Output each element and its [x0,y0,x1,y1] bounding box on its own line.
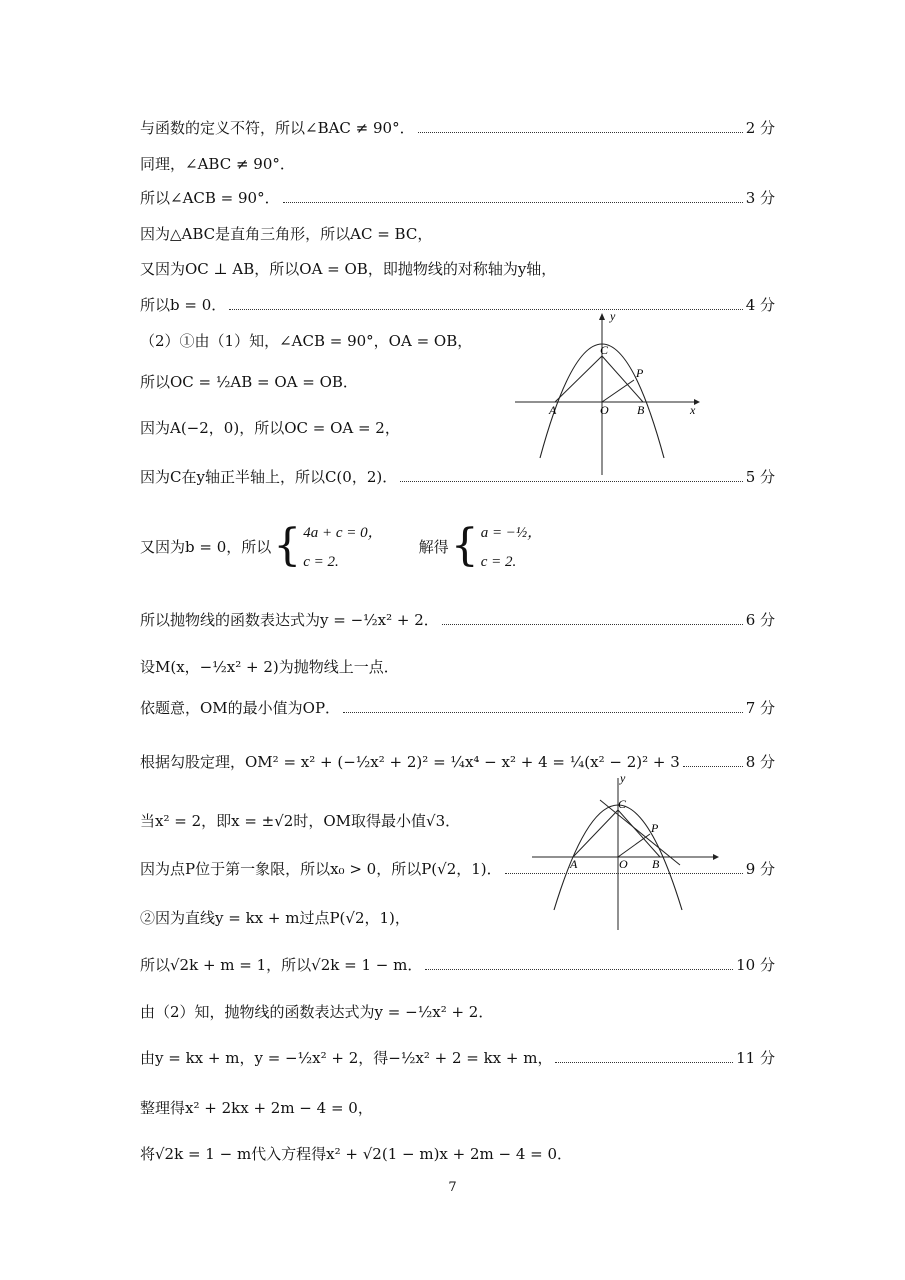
x-axis-arrow [713,854,719,860]
line-12: 所以抛物线的函数表达式为y = −½x² + 2． 6 分 [140,610,775,629]
line-23: 将√2k = 1 − m代入方程得x² + √2(1 − m)x + 2m − 4 = 0． [140,1144,573,1163]
line-7: （2）①由（1）知，∠ACB = 90°，OA = OB， [140,331,473,350]
label-p: P [636,366,644,380]
label-x: x [690,403,696,417]
label-c: C [600,343,609,357]
line-22: 整理得x² + 2kx + 2m − 4 = 0， [140,1098,373,1117]
left-brace-1: { [273,520,302,571]
label-b: B [652,857,660,871]
equation-system-2: a = −½， c = 2. [480,525,543,570]
segment-op [602,380,634,402]
y-axis-arrow [599,313,605,320]
label-a: A [570,857,578,871]
line-15: 根据勾股定理，OM² = x² + (−½x² + 2)² = ¼x⁴ − x² + 4 = ¼(x² − 2)² + 3 8 分 [140,752,775,771]
page-number: 7 [448,1180,457,1195]
line-13: 设M(x，−½x² + 2)为抛物线上一点． [140,657,399,676]
label-y: y [610,310,616,323]
label-y: y [620,771,626,785]
line-11-system: 又因为b = 0，所以 { 4a + c = 0， c = 2. 解得 { a = −½， c = 2. [140,520,543,571]
line-9: 因为A(−2，0)，所以OC = OA = 2， [140,418,400,437]
equation-system-1: 4a + c = 0， c = 2. [303,525,383,570]
line-16: 当x² = 2，即x = ±√2时，OM取得最小值√3． [140,811,461,830]
segment-ca [555,356,602,402]
line-3: 所以∠ACB = 90°． 3 分 [140,188,775,207]
line-6: 所以b = 0． 4 分 [140,295,775,314]
label-o: O [619,857,628,871]
line-4: 因为△ABC是直角三角形，所以AC = BC， [140,224,433,243]
line-8: 所以OC = ½AB = OA = OB． [140,372,358,391]
line-21: 由y = kx + m，y = −½x² + 2，得−½x² + 2 = kx + m， 11 分 [140,1048,775,1067]
line-1: 与函数的定义不符，所以∠BAC ≠ 90°． 2 分 [140,118,775,137]
segment-ca [573,810,618,857]
label-p: P [651,821,659,835]
parabola-figure-2 [530,770,725,935]
label-o: O [600,403,609,417]
line-2: 同理，∠ABC ≠ 90°． [140,154,295,173]
tangent-line [600,800,680,865]
label-c: C [618,797,627,811]
label-b: B [637,403,645,417]
parabola-figure-1 [512,310,702,480]
line-18: ②因为直线y = kx + m过点P(√2，1)， [140,908,410,927]
line-10: 因为C在y轴正半轴上，所以C(0，2)． 5 分 [140,467,775,486]
line-17: 因为点P位于第一象限，所以x₀ > 0，所以P(√2，1)． 9 分 [140,859,775,878]
line-19: 所以√2k + m = 1，所以√2k = 1 − m． 10 分 [140,955,775,974]
label-a: A [549,403,557,417]
segment-op [618,834,650,857]
left-brace-2: { [450,520,479,571]
line-5: 又因为OC ⊥ AB，所以OA = OB，即抛物线的对称轴为y轴， [140,259,557,278]
line-14: 依题意，OM的最小值为OP． 7 分 [140,698,775,717]
line-20: 由（2）知，抛物线的函数表达式为y = −½x² + 2． [140,1002,494,1021]
